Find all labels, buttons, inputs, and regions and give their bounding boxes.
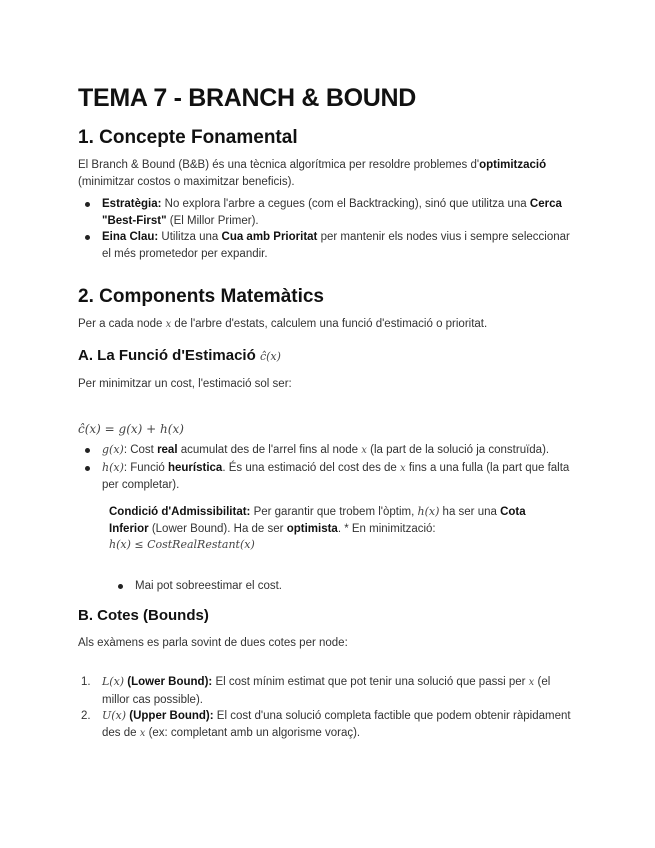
admissibility-block xyxy=(109,504,559,554)
bullet-strong: heurística xyxy=(167,461,223,474)
bullet-text: : Funció xyxy=(123,461,168,474)
bullet-text: per mantenir els nodes vius i sempre seleccionar el més prometedor per expandir. xyxy=(102,231,570,260)
section1-intro xyxy=(78,157,578,190)
admissibility-text: Per garantir que trobem l'òptim, xyxy=(250,506,418,518)
bullet-text: Utilitza una xyxy=(158,231,222,243)
subsection-a-title: A. La Funció d'Estimació xyxy=(78,347,260,364)
bullet-never-overestimate: Mai pot sobreestimar el cost. xyxy=(111,578,571,595)
section1-intro-c: (minimitzar costos o maximitzar beneficis). xyxy=(78,175,295,188)
bound-text: El cost d'una solució completa factible que podem obtenir ràpidament des de xyxy=(102,710,571,739)
admissibility-strong: optimista xyxy=(286,522,338,535)
document-title: TEMA 7 - BRANCH & BOUND xyxy=(78,84,416,112)
bullet-text: (El Millor Primer). xyxy=(166,214,259,227)
subsection-b-heading: B. Cotes (Bounds) xyxy=(78,607,209,624)
var-x: x xyxy=(165,319,172,330)
math-lower-bound: L(x) xyxy=(102,675,125,688)
section2-intro-b: de l'arbre d'estats, calculem una funció d'estimació o prioritat. xyxy=(171,318,488,330)
section1-intro-a: El Branch & Bound (B&B) és una tècnica algorítmica per resoldre problemes d' xyxy=(78,159,480,171)
bullet-text: . És una estimació del cost des de xyxy=(222,461,401,474)
var-x: x xyxy=(139,727,146,739)
bound-label: (Lower Bound): xyxy=(124,676,213,688)
section2-intro xyxy=(78,316,578,334)
bound-text: (el millor cas possible). xyxy=(102,676,551,706)
bullet-strong: Cua amb Prioritat xyxy=(221,231,318,243)
admissibility-formula: h(x) ≤ CostRealRestant(x) xyxy=(109,538,255,551)
admissibility-sub-bullets xyxy=(111,578,571,595)
bullet-text: fins a una fulla (la part que falta per completar). xyxy=(102,461,570,491)
bullet-text: acumulat des de l'arrel fins al node xyxy=(177,444,362,456)
section1-bullets xyxy=(78,196,578,262)
math-h: h(x) xyxy=(417,505,440,518)
subsection-a-heading xyxy=(78,347,281,364)
bullet-strong: Cerca "Best-First" xyxy=(102,198,562,227)
admissibility-text: . * En minimització: xyxy=(337,522,436,535)
section2-heading: 2. Components Matemàtics xyxy=(78,286,324,307)
admissibility-strong: Cota Inferior xyxy=(109,506,526,535)
estimation-formula: ĉ(x) = g(x) + h(x) xyxy=(78,422,184,436)
bullet-text: (la part de la solució ja construïda). xyxy=(366,444,550,456)
math-h: h(x) xyxy=(102,460,124,474)
section1-intro-strong: optimització xyxy=(479,159,547,171)
list-number: 1. xyxy=(81,676,91,688)
bullet-text: No explora l'arbre a cegues (com el Backtracking), sinó que utilitza una xyxy=(161,198,530,210)
estimation-function-math: ĉ(x) xyxy=(259,350,281,363)
section2-intro-a: Per a cada node xyxy=(78,318,166,330)
bound-text: (ex: completant amb un algorisme voraç). xyxy=(145,726,361,739)
bullet-strong: real xyxy=(157,444,178,456)
bullet-h xyxy=(78,460,578,494)
bounds-list xyxy=(78,674,578,742)
bound-lower xyxy=(78,674,578,708)
math-g: g(x) xyxy=(102,443,124,456)
admissibility-label: Condició d'Admissibilitat: xyxy=(109,506,251,518)
admissibility-text: (Lower Bound). Ha de ser xyxy=(148,522,287,535)
math-upper-bound: U(x) xyxy=(102,709,127,722)
section1-heading: 1. Concepte Fonamental xyxy=(78,127,298,148)
list-number: 2. xyxy=(81,710,91,722)
bullet-strategy xyxy=(78,196,578,229)
bound-upper xyxy=(78,708,578,742)
var-x: x xyxy=(400,462,406,474)
bullet-g xyxy=(78,442,578,460)
var-x: x xyxy=(528,677,535,688)
bullet-label: Eina Clau: xyxy=(102,231,159,243)
subsection-a-text: Per minimitzar un cost, l'estimació sol ser: xyxy=(78,378,292,390)
bullet-label: Estratègia: xyxy=(102,198,162,210)
bullet-key-tool xyxy=(78,229,578,262)
bullet-text: : Cost xyxy=(123,444,158,456)
subsection-b-text: Als exàmens es parla sovint de dues cotes per node: xyxy=(78,637,348,649)
bound-label: (Upper Bound): xyxy=(126,710,214,722)
estimation-bullets xyxy=(78,442,578,494)
admissibility-text: ha ser una xyxy=(439,506,501,518)
bound-text: El cost mínim estimat que pot tenir una solució que passi per xyxy=(212,676,529,688)
var-x: x xyxy=(361,445,367,456)
